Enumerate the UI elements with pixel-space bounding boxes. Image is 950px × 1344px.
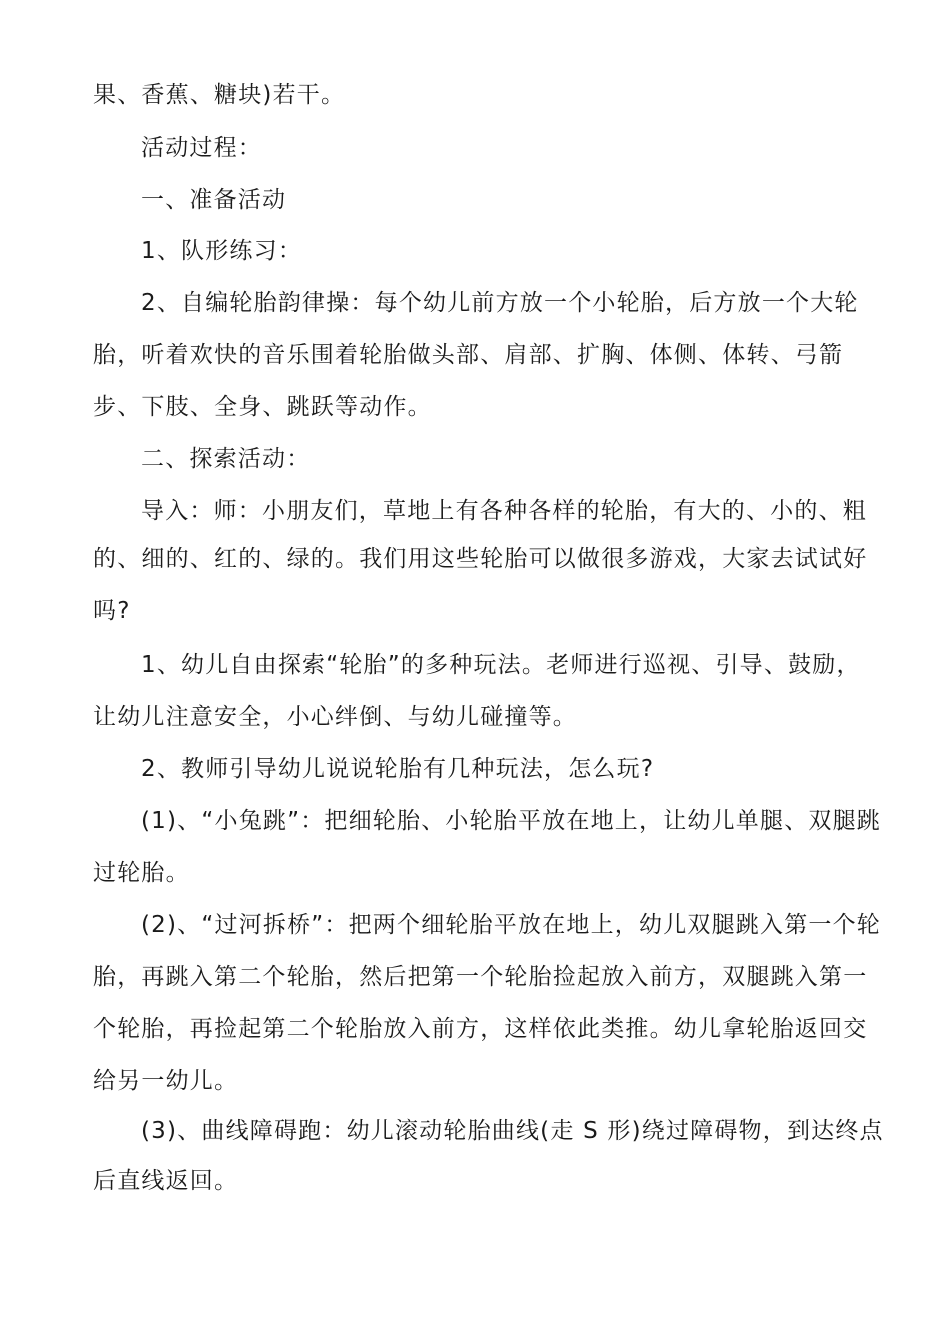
text-line: 果、香蕉、糖块)若干。 xyxy=(93,82,346,108)
text-line: 后直线返回。 xyxy=(93,1168,239,1194)
text-line: 二、探索活动： xyxy=(141,446,311,472)
text-line: 1、队形练习： xyxy=(141,238,303,264)
text-line: 胎，听着欢快的音乐围着轮胎做头部、肩部、扩胸、体侧、体转、弓箭 xyxy=(93,342,844,368)
text-line: 的、细的、红的、绿的。我们用这些轮胎可以做很多游戏，大家去试试好 xyxy=(93,546,868,572)
text-line: 过轮胎。 xyxy=(93,860,190,886)
text-line: 一、准备活动 xyxy=(141,187,287,213)
text-line: (2)、“过河拆桥”：把两个细轮胎平放在地上，幼儿双腿跳入第一个轮 xyxy=(141,912,882,938)
text-line: 2、自编轮胎韵律操：每个幼儿前方放一个小轮胎，后方放一个大轮 xyxy=(141,290,859,316)
text-line: 吗? xyxy=(93,598,131,624)
text-line: 给另一幼儿。 xyxy=(93,1068,239,1094)
text-line: (1)、“小兔跳”：把细轮胎、小轮胎平放在地上，让幼儿单腿、双腿跳 xyxy=(141,808,882,834)
text-line: 步、下肢、全身、跳跃等动作。 xyxy=(93,394,432,420)
text-line: 导入：师：小朋友们，草地上有各种各样的轮胎，有大的、小的、粗 xyxy=(141,498,867,524)
text-line: 让幼儿注意安全，小心绊倒、与幼儿碰撞等。 xyxy=(93,704,577,730)
text-line: 胎，再跳入第二个轮胎，然后把第一个轮胎捡起放入前方，双腿跳入第一 xyxy=(93,964,868,990)
text-line: 1、幼儿自由探索“轮胎”的多种玩法。老师进行巡视、引导、鼓励， xyxy=(141,652,861,678)
text-line: 活动过程： xyxy=(141,135,262,161)
text-line: 2、教师引导幼儿说说轮胎有几种玩法，怎么玩? xyxy=(141,756,655,782)
text-line: (3)、曲线障碍跑：幼儿滚动轮胎曲线(走 S 形)绕过障碍物，到达终点 xyxy=(141,1118,884,1144)
text-line: 个轮胎，再捡起第二个轮胎放入前方，这样依此类推。幼儿拿轮胎返回交 xyxy=(93,1016,868,1042)
